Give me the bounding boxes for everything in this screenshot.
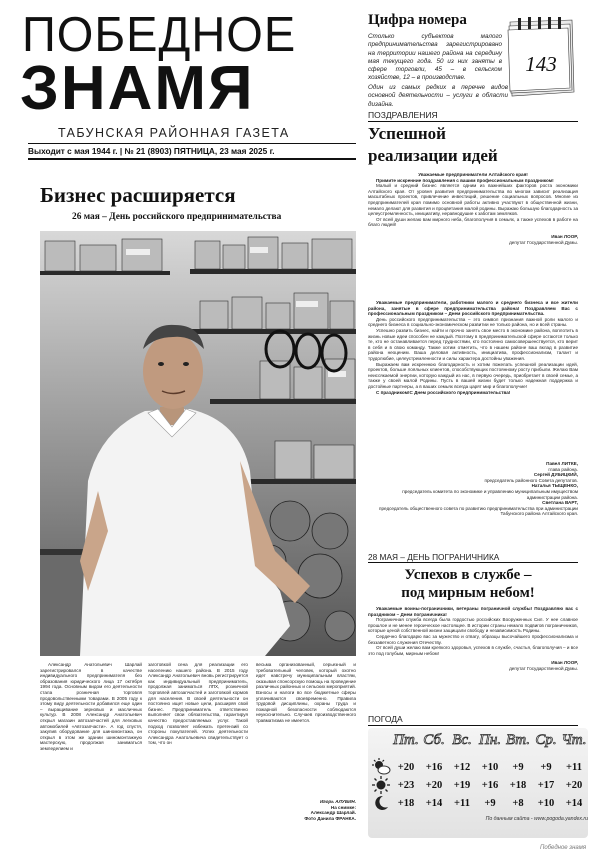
moon-icon: [372, 794, 390, 812]
sig2-3: председатель районного Совета депутатов.: [484, 477, 578, 483]
temp: +10: [481, 762, 499, 773]
congrats-p2-1: День российского предпринимательства – это символ признания важной роли малого и среднего бизнеса в социально-экономическом развитии не только района, но и всей страны.: [368, 316, 578, 328]
sig2-2: Сергей ДУБИЦКИЙ,: [533, 472, 578, 478]
weather-rule: [368, 725, 578, 726]
masthead-title-line1: ПОБЕДНОЕ: [22, 5, 297, 62]
sun-cloud-icon: [371, 758, 391, 776]
congrats-headline-1: Успешной: [368, 124, 446, 143]
temp: +14: [565, 798, 583, 809]
figure-text-1: Столько субъектов малого предпринимательства зарегистрировано на территории нашего района на середину мая текущего года. 50 из них заняты в сфере торговли, 45 – в сельском хозяйстве, 12 – в производстве.: [368, 33, 502, 82]
temp: +10: [537, 798, 555, 809]
weather-source: По данным сайта - www.pogoda.yandex.ru: [485, 816, 588, 822]
sig2-5: председатель комитета по экономике и управлению муниципальным имуществом администрации района.: [402, 488, 578, 500]
article-headline: Бизнес расширяется: [40, 183, 236, 207]
congrats-headline-2: реализации идей: [368, 146, 498, 165]
congrats-body-2: [368, 300, 578, 395]
temp: +9: [484, 798, 496, 809]
border-sig-role: депутат Государственной Думы.: [509, 665, 578, 671]
article-col-1: Александр Анатольевич Шарлай зарегистрировался в качестве индивидуального предпринимателя без образования юридического лица 17 октября 1994 года. Основным видом его деятельности стала розничная торговля продовольственными товарами. В 2005 году к этому виду деятельности добавился еще один – выращивание зерновых и масличных культур. В 2008 Александр Анатольевич открыл магазин автозапчастей для легковых автомобилей «Автозапчасти». А год спустя, закупив оборудование для шиномонтажа, он открыл в этом же здании шиномонтажную мастерскую, продолжая заниматься земледелием и: [40, 662, 142, 751]
figure-text-2: Один из самых редких в перечне видов основной деятельности – услуги в области дизайна.: [368, 84, 508, 108]
temp: +20: [425, 780, 443, 791]
border-p-3: От всей души желаю вам крепкого здоровья, успехов в службе, счастья, благополучия – и все это под голубым, мирным небом!: [368, 645, 578, 656]
congrats-p2-0: Уважаемые предприниматели, работники малого и среднего бизнеса и все жители района, занятые в сфере предпринимательства района! Поздравляем Вас с профессиональным праздником – Днем российского предпринимательства.: [368, 300, 578, 317]
photo-caption-subject: Александр Шарлай.: [310, 810, 356, 816]
sig2-4: Наталья ТЫЩЕНКО,: [531, 483, 578, 489]
masthead-rule: [28, 143, 356, 144]
masthead-subtitle: ТАБУНСКАЯ РАЙОННАЯ ГАЗЕТА: [58, 126, 290, 140]
temp: +20: [397, 762, 415, 773]
temp: +8: [512, 798, 524, 809]
temp: +9: [540, 762, 552, 773]
temp: +18: [397, 798, 415, 809]
congrats-p1-1: Примите искренние поздравления с вашим профессиональным праздником!: [376, 177, 554, 183]
weather-row-3: [392, 798, 588, 809]
temp: +14: [425, 798, 443, 809]
congrats-p2-3: Выражаем вам искреннюю благодарность и хотим пожелать успешной реализации идей, проектов, больше лояльных клиентов, способствующих постоянному росту прибыли. Желаю Вам неиссякаемой энергии, которую каждый из нас, в первую очередь, приобретает в своей семье, а также у своей малой Родины. Пусть в вашей жизни будет только надежная поддержка и достойные партнеры, а в ваших семьях всегда царят мир и благополучие!: [368, 361, 578, 389]
sig2-1: глава района.: [548, 466, 578, 472]
border-p-0: Уважаемые воины-пограничники, ветераны пограничной службы! Поздравляю вас с праздником – Днем пограничника!: [368, 606, 578, 617]
temp: +11: [566, 762, 582, 773]
congrats-rule: [368, 121, 578, 122]
weather-row-2: [392, 780, 588, 791]
congrats-p2-2: Успешно развить бизнес, найти и прочно занять свое место в экономике района, воплотить в жизнь новые идеи способен не каждый. Поэтому в предпринимательской сфере остаются только те, кто не останавливается перед трудностями, кто постоянно самосовершенствуется, кто верит в себя и в свою команду. Также хотим отметить, что в нашем районе ваш вклад в развитие района неоценим. Ваша деловая активность, инициатива, профессионализм, талант и трудолюбие, целеустремленности и силы характера достойны уважения.: [368, 327, 578, 361]
photo-credit: Фото Данила ФРАНКА.: [304, 815, 356, 821]
weather-days: [392, 732, 588, 749]
article-author: Игорь АЛУБИН.: [319, 799, 356, 804]
border-sig-name: Иван ЛООР,: [551, 660, 578, 666]
border-p-1: Пограничная служба всегда была гордостью российских Вооруженных Сил. У нее славное прошлое и не менее героическое настоящее. В истории страны немало подвигов пограничников, которые ценой собственной жизни защищали свободу и независимость Родины.: [368, 617, 578, 634]
weather-day: Ср.: [535, 732, 557, 748]
border-body: [368, 606, 578, 672]
congrats-section-label: ПОЗДРАВЛЕНИЯ: [368, 110, 438, 120]
weather-day: Пт.: [393, 732, 419, 748]
temp: +17: [537, 780, 555, 791]
temp: +19: [453, 780, 471, 791]
border-headline-1: Успехов в службе –: [404, 567, 532, 583]
weather-day: Пн.: [478, 732, 502, 748]
congrats-p2-4: С праздником!С Днем российского предпринимательства!: [376, 389, 511, 395]
temp: +16: [425, 762, 443, 773]
article-col-3: весьма организованный, серьезный и требовательный человек, который охотно идет навстречу муниципальным властям, оказывая спонсорскую помощь на проведение различных районных и сельских мероприятий. Взносы и налоги во все бюджетные сферы уплачиваются своевременно. Правила трудовой дисциплины, охраны труда и пожарной безопасности соблюдаются неукоснительно. Случаев производственного травматизма не имеется.: [256, 662, 356, 723]
congrats-signatures: [368, 461, 578, 517]
sun-icon: [372, 776, 390, 794]
congrats-p1-3: От всей души желаю вам мирного неба, благополучия в семьях, а также успехов в работе на благо людей!: [368, 216, 578, 228]
article-photo: [40, 231, 356, 656]
temp: +18: [509, 780, 527, 791]
sig2-6: Светлана ВАРТ,: [542, 500, 578, 506]
issue-line: Выходит с мая 1944 г. | № 21 (8903) ПЯТНИЦА, 23 мая 2025 г.: [28, 146, 275, 156]
congrats-p1-0: Уважаемые предприниматели Алтайского края!: [418, 172, 528, 177]
weather-day: Вс.: [452, 732, 472, 748]
calendar-icon: [506, 12, 576, 98]
article-dek: 26 мая – День российского предпринимательства: [72, 212, 282, 222]
issue-rule: [28, 158, 356, 160]
temp: +9: [512, 762, 524, 773]
temp: +11: [454, 798, 470, 809]
border-rule: [368, 562, 578, 563]
border-section-label: 28 МАЯ – ДЕНЬ ПОГРАНИЧНИКА: [368, 552, 500, 562]
congrats-p1-2: Малый и средний бизнес является одним из важнейших факторов роста экономики Алтайского края. От уровня развития предпринимательства во многом зависит реализация масштабных проектов, привлечение инвестиций, решение социальных вопросов. Многие из предпринимателей края помимо основной работы активно участвуют в общественной жизни, немало делают для развития и процветания малой родины. Выражаю большую благодарность за целеустремленность, инициативу, неравнодушие к заботам земляков.: [368, 183, 578, 217]
temp: +16: [481, 780, 499, 791]
temp: +20: [565, 780, 583, 791]
sig2-7: председатель общественного совета по развитию предпринимательства при администрации Табунского района Алтайского края.: [378, 505, 578, 517]
temp: +12: [453, 762, 471, 773]
congrats-sig1-role: депутат Государственной Думы.: [509, 239, 578, 245]
figure-number: 143: [525, 52, 557, 76]
weather-row-1: [392, 762, 588, 773]
weather-day: Чт.: [561, 732, 587, 748]
temp: +23: [397, 780, 415, 791]
border-p-2: Сердечно благодарю вас за мужество и отвагу, образцы высочайшего профессионализма и беззаветного служения Отечеству.: [368, 633, 578, 645]
sig2-0: Павел ЛИТКЕ,: [546, 461, 578, 466]
weather-day: Вт.: [505, 732, 531, 748]
weather-day: Сб.: [423, 732, 445, 748]
masthead-title-line2: ЗНАМЯ: [20, 54, 255, 123]
weather-title: ПОГОДА: [368, 714, 403, 724]
article-col-2: заготовкой сена для реализации его населению нашего района. В 2015 году Александр Анатольевич вновь регистрируется как индивидуальный предприниматель, продолжая заниматься ЛПХ, розничной торговлей автозапчастей и заготовкой кормов для населения. В своей деятельности он постоянно ищет новые цели, расширяя свой бизнес. Предприниматель ответственно выполняет свои обязательства, гарантируя качество предоставляемых услуг. Такой подход позволяет избежать претензий со стороны покупателей. Успех деятельности Александра Анатольевича свидетельствует о том, что он: [148, 662, 248, 746]
article-credits: [256, 799, 356, 821]
figure-title: Цифра номера: [368, 12, 467, 28]
congrats-sig1-name: Иван ЛООР,: [551, 233, 578, 239]
border-headline-2: под мирным небом!: [401, 585, 535, 601]
watermark: Победное знамя: [540, 845, 587, 851]
photo-caption-label: На снимке:: [330, 804, 356, 810]
congrats-body-1: [368, 172, 578, 245]
